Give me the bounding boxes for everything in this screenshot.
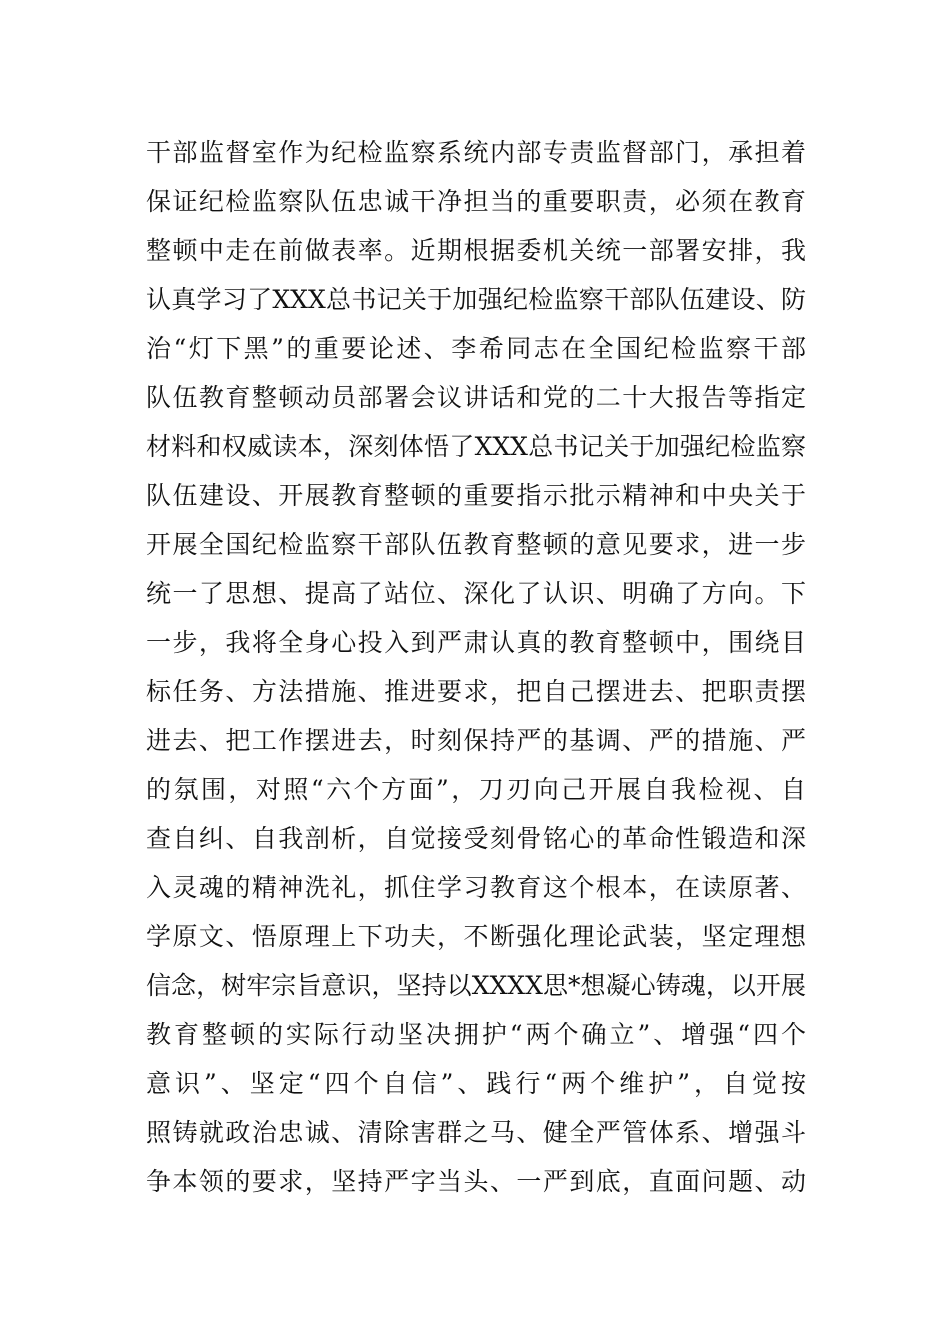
text-line: 争本领的要求，坚持严字当头、一严到底，直面问题、动 bbox=[146, 1167, 806, 1196]
text-line: 照铸就政治忠诚、清除害群之马、健全严管体系、增强斗 bbox=[146, 1118, 806, 1147]
text-line: 入灵魂的精神洗礼，抓住学习教育这个根本，在读原著、 bbox=[146, 873, 806, 902]
text-line: 材料和权威读本，深刻体悟了XXX总书记关于加强纪检监察 bbox=[146, 432, 806, 461]
text-line: 整顿中走在前做表率。近期根据委机关统一部署安排，我 bbox=[146, 236, 806, 265]
text-line: 标任务、方法措施、推进要求，把自己摆进去、把职责摆 bbox=[146, 677, 806, 706]
text-line: 的氛围，对照“六个方面”，刀刃向己开展自我检视、自 bbox=[146, 775, 806, 804]
text-line: 保证纪检监察队伍忠诚干净担当的重要职责，必须在教育 bbox=[146, 187, 806, 216]
text-line: 队伍建设、开展教育整顿的重要指示批示精神和中央关于 bbox=[146, 481, 806, 510]
text-line: 教育整顿的实际行动坚决拥护“两个确立”、增强“四个 bbox=[146, 1020, 806, 1049]
text-line: 信念，树牢宗旨意识，坚持以XXXX思*想凝心铸魂，以开展 bbox=[146, 971, 806, 1000]
text-line: 开展全国纪检监察干部队伍教育整顿的意见要求，进一步 bbox=[146, 530, 806, 559]
text-line: 统一了思想、提高了站位、深化了认识、明确了方向。下 bbox=[146, 579, 806, 608]
text-line: 查自纠、自我剖析，自觉接受刻骨铭心的革命性锻造和深 bbox=[146, 824, 806, 853]
text-line: 队伍教育整顿动员部署会议讲话和党的二十大报告等指定 bbox=[146, 383, 806, 412]
text-line: 意识”、坚定“四个自信”、践行“两个维护”，自觉按 bbox=[146, 1069, 806, 1098]
text-line: 进去、把工作摆进去，时刻保持严的基调、严的措施、严 bbox=[146, 726, 806, 755]
text-line: 学原文、悟原理上下功夫，不断强化理论武装，坚定理想 bbox=[146, 922, 806, 951]
text-line: 一步，我将全身心投入到严肃认真的教育整顿中，围绕目 bbox=[146, 628, 806, 657]
body-text bbox=[146, 128, 806, 1206]
text-line: 治“灯下黑”的重要论述、李希同志在全国纪检监察干部 bbox=[146, 334, 806, 363]
text-line: 干部监督室作为纪检监察系统内部专责监督部门，承担着 bbox=[146, 138, 806, 167]
text-line: 认真学习了XXX总书记关于加强纪检监察干部队伍建设、防 bbox=[146, 285, 806, 314]
